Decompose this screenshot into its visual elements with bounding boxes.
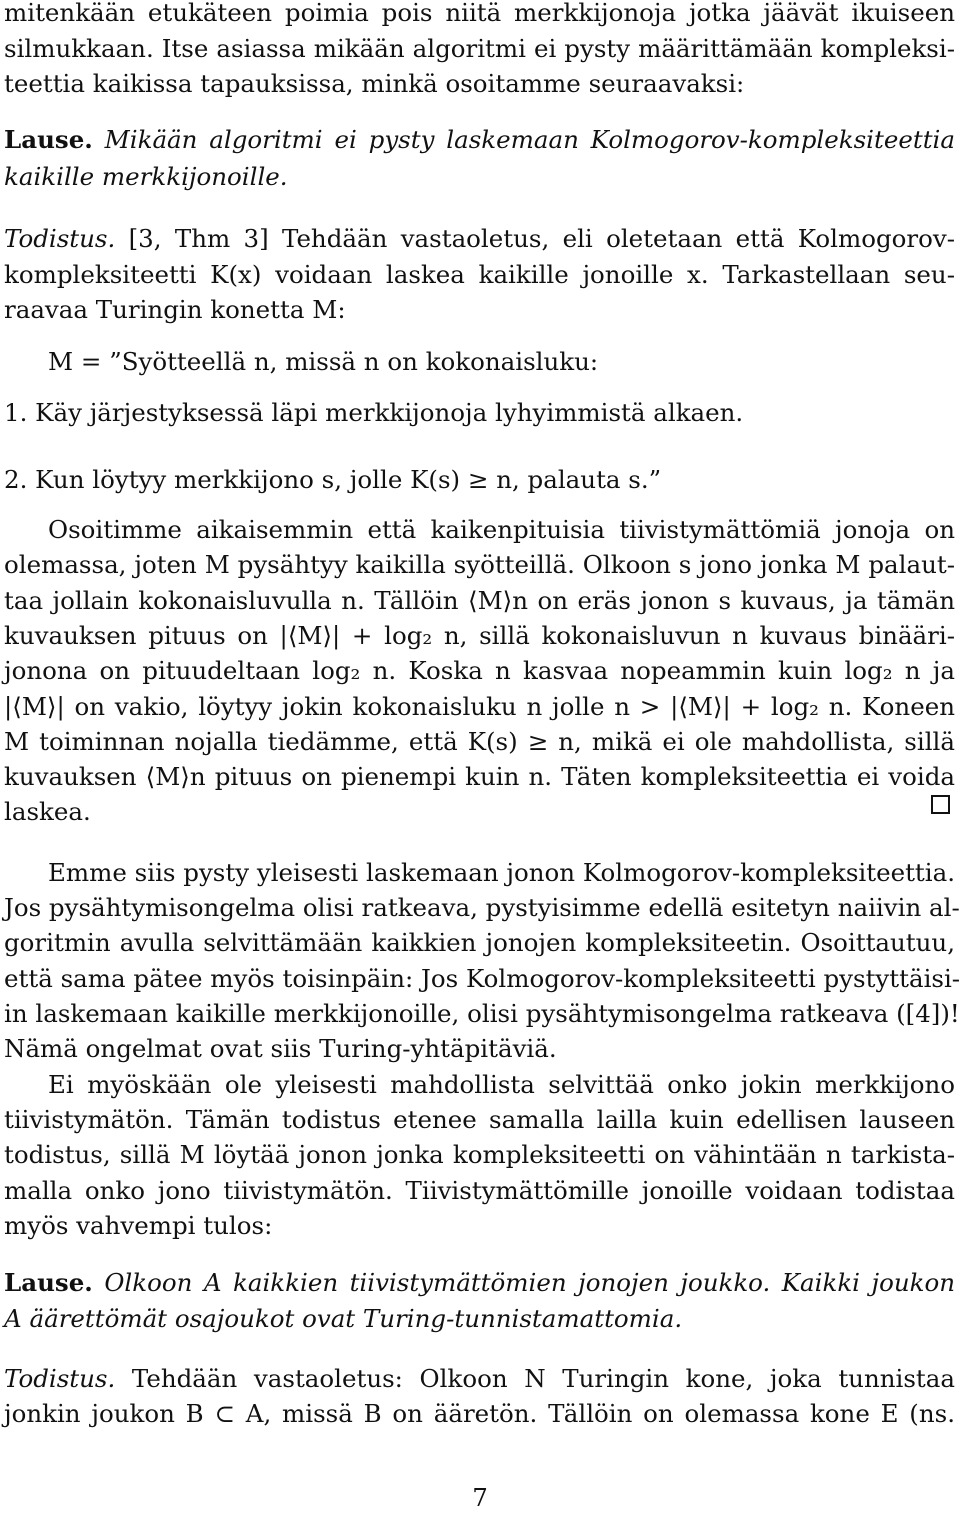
theorem-line bbox=[4, 123, 955, 157]
text-line: kompleksiteetti K(x) voidaan laskea kaikille jonoille x. Tarkastellaan seu- bbox=[4, 260, 955, 289]
text-line: mitenkään etukäteen poimia pois niitä merkkijonoja jotka jäävät ikuiseen bbox=[4, 0, 955, 27]
text-line: jonona on pituudeltaan log₂ n. Koska n kasvaa nopeammin kuin log₂ n ja bbox=[4, 656, 955, 685]
theorem-label: Lause. bbox=[4, 125, 93, 154]
text-line: laskea. bbox=[4, 797, 91, 826]
text-line: taa jollain kokonaisluvulla n. Tällöin ⟨M⟩n on eräs jonon s kuvaus, ja tämän bbox=[4, 586, 955, 615]
theorem-text: A äärettömät osajoukot ovat Turing-tunnistamattomia. bbox=[4, 1304, 683, 1333]
theorem-text: kaikille merkkijonoille. bbox=[4, 162, 288, 191]
text-line: Osoitimme aikaisemmin että kaikenpituisia tiivistymättömiä jonoja on bbox=[48, 515, 955, 544]
text-line: todistus, sillä M löytää jonon jonka kompleksiteetti on vähintään n tarkista- bbox=[4, 1140, 955, 1169]
algorithm-step: 1. Käy järjestyksessä läpi merkkijonoja lyhyimmistä alkaen. bbox=[4, 398, 744, 427]
text-line: että sama pätee myös toisinpäin: Jos Kolmogorov-kompleksiteetti pystyttäisi- bbox=[4, 964, 960, 993]
proof-line bbox=[4, 222, 955, 256]
algorithm-step: 2. Kun löytyy merkkijono s, jolle K(s) ≥ n, palauta s.” bbox=[4, 465, 662, 494]
theorem-label: Lause. bbox=[4, 1268, 93, 1297]
theorem-text: Olkoon A kaikkien tiivistymättömien jonojen joukko. Kaikki joukon bbox=[104, 1268, 955, 1297]
text-line: olemassa, joten M pysähtyy kaikilla syötteillä. Olkoon s jono jonka M palaut- bbox=[4, 550, 955, 579]
text-line: kuvauksen pituus on |⟨M⟩| + log₂ n, sillä kokonaisluvun n kuvaus binääri- bbox=[4, 621, 955, 650]
text-line: malla onko jono tiivistymätön. Tiivistymättömille jonoille voidaan todistaa bbox=[4, 1176, 955, 1205]
qed-square-icon bbox=[931, 795, 950, 814]
text-line: M toiminnan nojalla tiedämme, että K(s) ≥ n, mikä ei ole mahdollista, sillä bbox=[4, 727, 955, 756]
text-line: |⟨M⟩| on vakio, löytyy jokin kokonaisluku n jolle n > |⟨M⟩| + log₂ n. Koneen bbox=[4, 692, 955, 721]
proof-text: [3, Thm 3] Tehdään vastaoletus, eli oletetaan että Kolmogorov- bbox=[128, 224, 955, 253]
theorem-line bbox=[4, 1266, 955, 1300]
theorem-text: Mikään algoritmi ei pysty laskemaan Kolmogorov-kompleksiteettia bbox=[104, 125, 955, 154]
text-line: silmukkaan. Itse asiassa mikään algoritmi ei pysty määrittämään kompleksi- bbox=[4, 34, 955, 63]
text-line: teettia kaikissa tapauksissa, minkä osoitamme seuraavaksi: bbox=[4, 69, 745, 98]
text-line: Jos pysähtymisongelma olisi ratkeava, pystyisimme edellä esitetyn naiivin al- bbox=[4, 893, 960, 922]
text-line: myös vahvempi tulos: bbox=[4, 1211, 273, 1240]
proof-label: Todistus. bbox=[4, 1364, 116, 1393]
proof-label: Todistus. bbox=[4, 224, 116, 253]
proof-text: Tehdään vastaoletus: Olkoon N Turingin kone, joka tunnistaa bbox=[131, 1364, 955, 1393]
text-line: jonkin joukon B ⊂ A, missä B on ääretön. Tällöin on olemassa kone E (ns. bbox=[4, 1399, 955, 1428]
text-line: goritmin avulla selvittämään kaikkien jonojen kompleksiteetin. Osoittautuu, bbox=[4, 928, 955, 957]
text-line: Ei myöskään ole yleisesti mahdollista selvittää onko jokin merkkijono bbox=[48, 1070, 955, 1099]
machine-definition: M = ”Syötteellä n, missä n on kokonaisluku: bbox=[48, 347, 599, 376]
text-line: raavaa Turingin konetta M: bbox=[4, 295, 346, 324]
proof-line bbox=[4, 1362, 955, 1396]
page-number: 7 bbox=[472, 1483, 488, 1512]
text-line: Emme siis pysty yleisesti laskemaan jonon Kolmogorov-kompleksiteettia. bbox=[48, 858, 955, 887]
text-line: in laskemaan kaikille merkkijonoille, olisi pysähtymisongelma ratkeava ([4])! bbox=[4, 999, 960, 1028]
text-line: kuvauksen ⟨M⟩n pituus on pienempi kuin n. Täten kompleksiteettia ei voida bbox=[4, 762, 955, 791]
text-line: Nämä ongelmat ovat siis Turing-yhtäpitäviä. bbox=[4, 1034, 557, 1063]
text-line: tiivistymätön. Tämän todistus etenee samalla lailla kuin edellisen lauseen bbox=[4, 1105, 955, 1134]
